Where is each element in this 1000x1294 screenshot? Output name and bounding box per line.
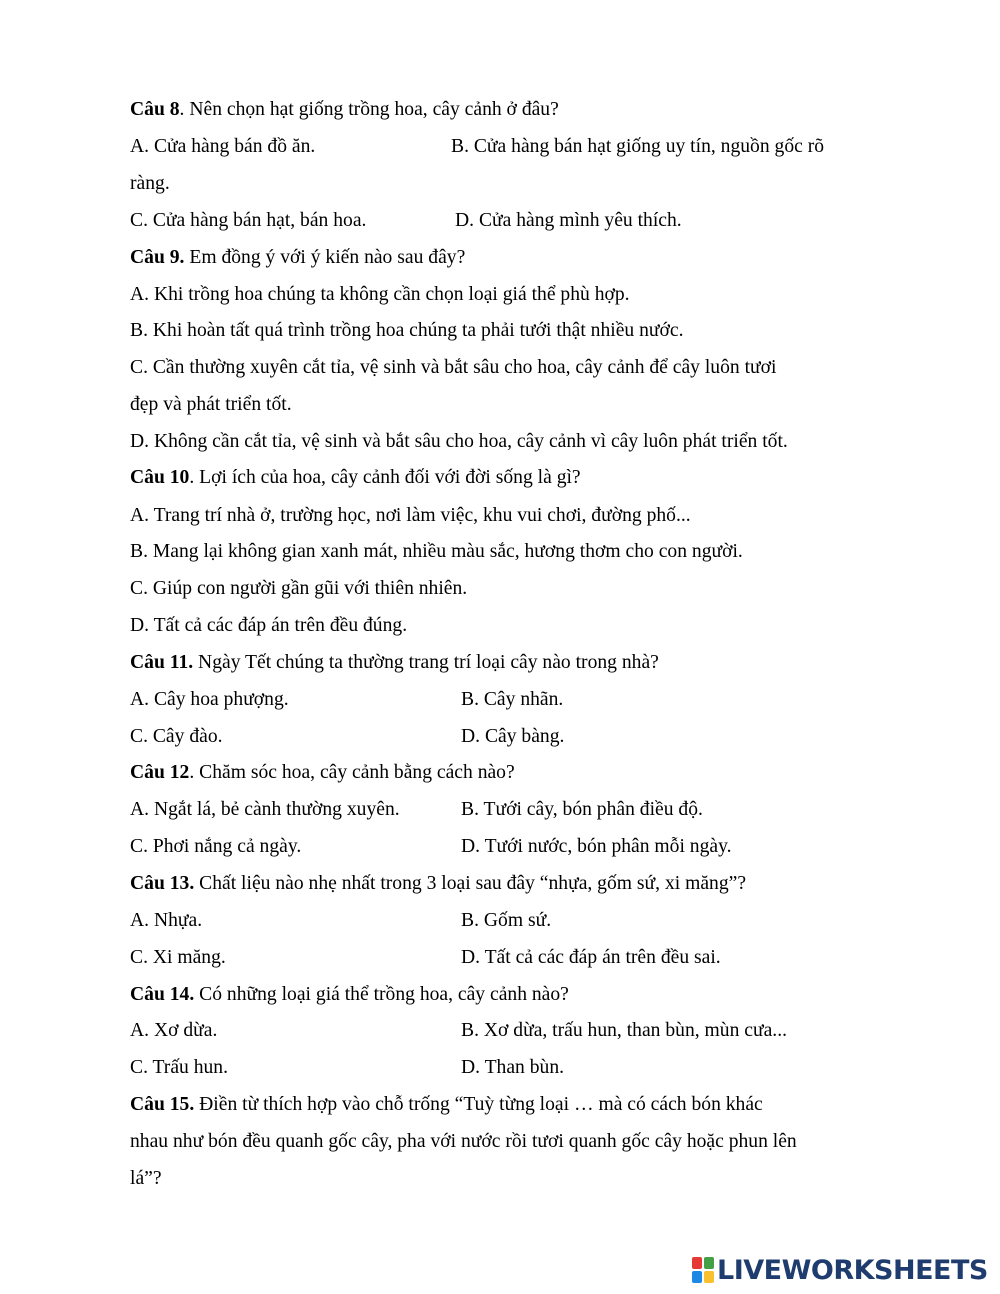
q15-text-continued-1: nhau như bón đều quanh gốc cây, pha với nước rồi tươi quanh gốc cây hoặc phun lên [130, 1131, 797, 1152]
q14-option-d: D. Than bùn. [461, 1057, 565, 1078]
liveworksheets-brand [692, 1252, 988, 1288]
q11-option-b: B. Cây nhãn. [461, 689, 564, 710]
question-8-title: Câu 8. Nên chọn hạt giống trồng hoa, cây cảnh ở đâu? [130, 99, 559, 120]
question-9-title: Câu 9. Em đồng ý với ý kiến nào sau đây? [130, 247, 466, 268]
q10-option-c: C. Giúp con người gần gũi với thiên nhiên. [130, 578, 468, 599]
question-13-title: Câu 13. Chất liệu nào nhẹ nhất trong 3 loại sau đây “nhựa, gốm sứ, xi măng”? [130, 873, 747, 894]
q15-text-continued-2: lá”? [130, 1168, 162, 1189]
q12-option-d: D. Tưới nước, bón phân mỗi ngày. [461, 836, 732, 857]
q13-option-a: A. Nhựa. [130, 910, 203, 931]
q9-option-c-continued: đẹp và phát triển tốt. [130, 394, 292, 415]
q8-option-d: D. Cửa hàng mình yêu thích. [455, 210, 682, 231]
q8-option-a: A. Cửa hàng bán đồ ăn. [130, 136, 316, 157]
q13-option-b: B. Gốm sứ. [461, 910, 552, 931]
q12-option-a: A. Ngắt lá, bẻ cành thường xuyên. [130, 799, 400, 820]
q9-option-a: A. Khi trồng hoa chúng ta không cần chọn loại giá thể phù hợp. [130, 284, 630, 305]
question-14-title: Câu 14. Có những loại giá thể trồng hoa, cây cảnh nào? [130, 984, 569, 1005]
q14-option-b: B. Xơ dừa, trấu hun, than bùn, mùn cưa... [461, 1020, 787, 1041]
q12-option-b: B. Tưới cây, bón phân điều độ. [461, 799, 703, 820]
q11-option-c: C. Cây đào. [130, 726, 223, 747]
q11-option-d: D. Cây bàng. [461, 726, 565, 747]
q8-option-b-continued: ràng. [130, 173, 170, 194]
q12-option-c: C. Phơi nắng cả ngày. [130, 836, 302, 857]
brand-wordmark: LIVEWORKSHEETS [717, 1254, 988, 1286]
q13-option-c: C. Xi măng. [130, 947, 226, 968]
q8-option-c: C. Cửa hàng bán hạt, bán hoa. [130, 210, 367, 231]
q11-option-a: A. Cây hoa phượng. [130, 689, 289, 710]
question-10-title: Câu 10. Lợi ích của hoa, cây cảnh đối với đời sống là gì? [130, 467, 581, 488]
q9-option-c: C. Cần thường xuyên cắt tỉa, vệ sinh và bắt sâu cho hoa, cây cảnh để cây luôn tươi [130, 357, 777, 378]
liveworksheets-logo-icon [692, 1257, 714, 1283]
q10-option-d: D. Tất cả các đáp án trên đều đúng. [130, 615, 408, 636]
question-12-title: Câu 12. Chăm sóc hoa, cây cảnh bằng cách nào? [130, 762, 515, 783]
q10-option-b: B. Mang lại không gian xanh mát, nhiều màu sắc, hương thơm cho con người. [130, 541, 743, 562]
q9-option-b: B. Khi hoàn tất quá trình trồng hoa chúng ta phải tưới thật nhiều nước. [130, 320, 684, 341]
question-11-title: Câu 11. Ngày Tết chúng ta thường trang trí loại cây nào trong nhà? [130, 652, 659, 673]
q10-option-a: A. Trang trí nhà ở, trường học, nơi làm việc, khu vui chơi, đường phố... [130, 505, 691, 526]
q8-option-b: B. Cửa hàng bán hạt giống uy tín, nguồn gốc rõ [451, 136, 825, 157]
q14-option-c: C. Trấu hun. [130, 1057, 228, 1078]
q14-option-a: A. Xơ dừa. [130, 1020, 218, 1041]
q13-option-d: D. Tất cả các đáp án trên đều sai. [461, 947, 721, 968]
q9-option-d: D. Không cần cắt tỉa, vệ sinh và bắt sâu cho hoa, cây cảnh vì cây luôn phát triển tốt. [130, 431, 788, 452]
question-15-title: Câu 15. Điền từ thích hợp vào chỗ trống “Tuỳ từng loại … mà có cách bón khác [130, 1094, 763, 1115]
